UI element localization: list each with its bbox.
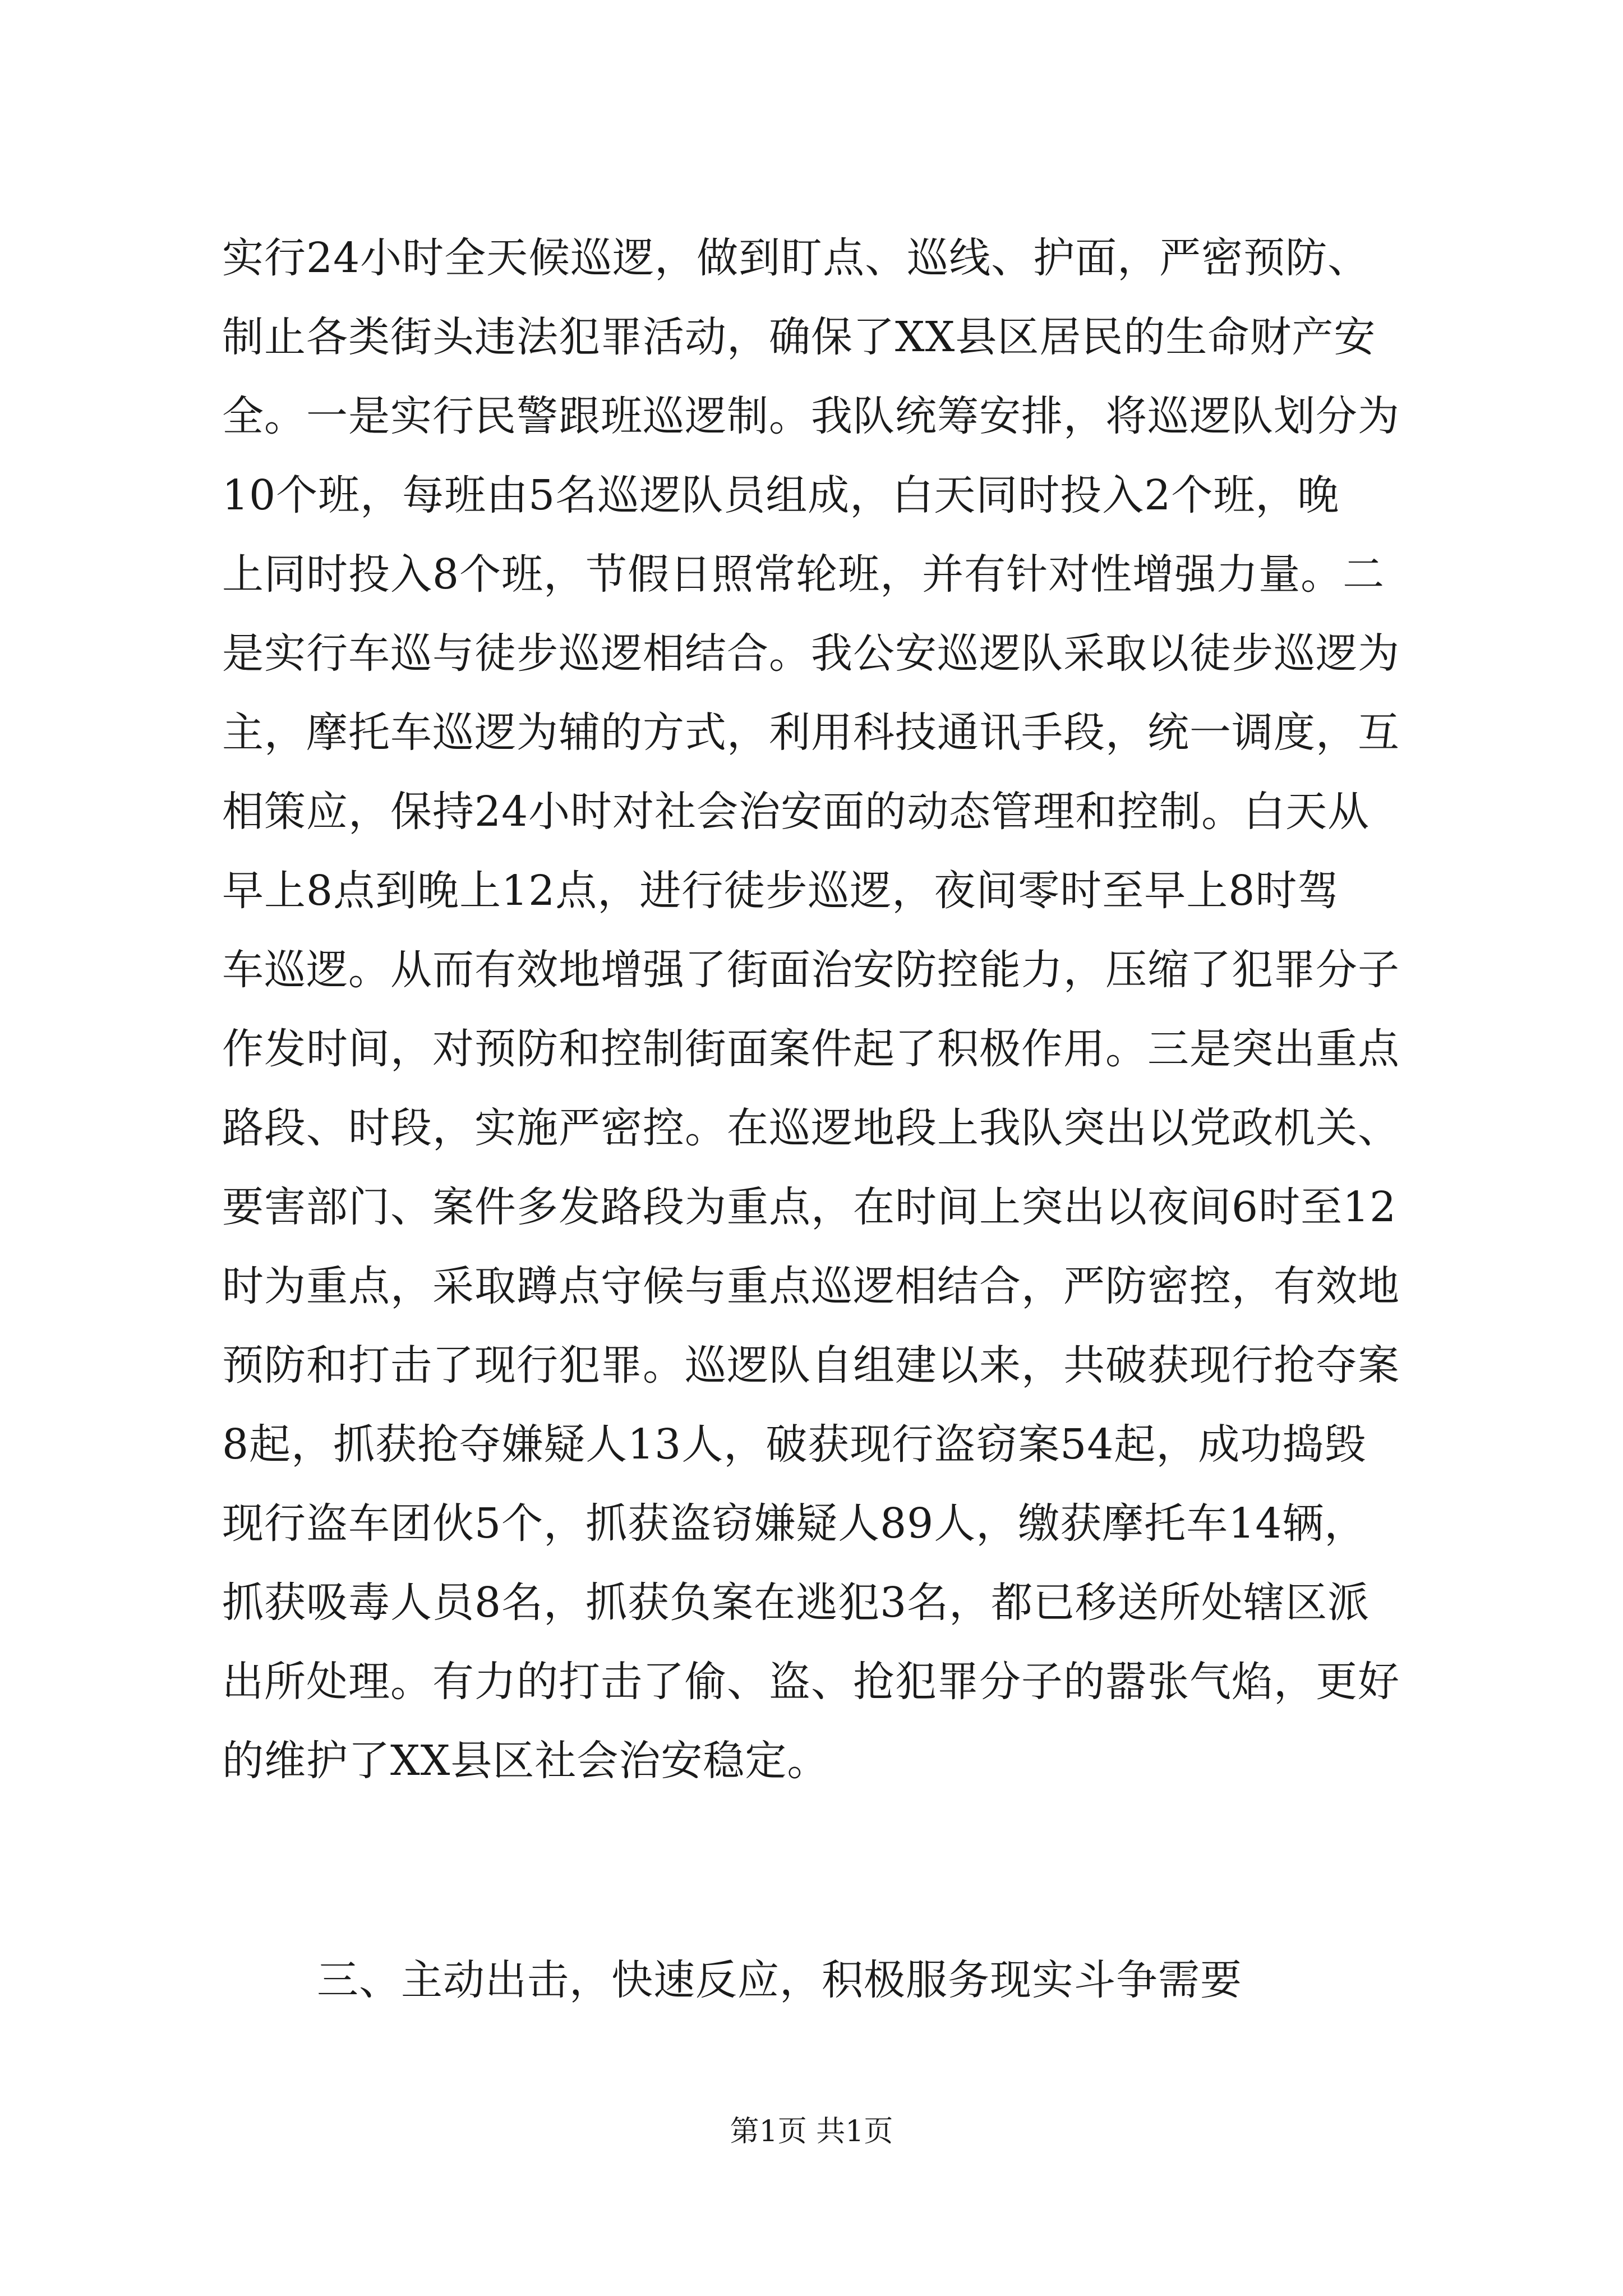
text-line: 车巡逻。从而有效地增强了街面治安防控能力，压缩了犯罪分子 bbox=[222, 946, 1400, 994]
text-line: 抓获吸毒人员8名，抓获负案在逃犯3名，都已移送所处辖区派 bbox=[222, 1579, 1370, 1627]
text-line: 10个班，每班由5名巡逻队员组成，白天同时投入2个班，晚 bbox=[222, 471, 1340, 519]
body-paragraph bbox=[222, 219, 1422, 1801]
text-line: 预防和打击了现行犯罪。巡逻队自组建以来，共破获现行抢夺案 bbox=[222, 1341, 1400, 1389]
text-line: 8起，抓获抢夺嫌疑人13人，破获现行盗窃案54起，成功捣毁 bbox=[222, 1420, 1367, 1469]
text-line: 全。一是实行民警跟班巡逻制。我队统筹安排，将巡逻队划分为 bbox=[222, 392, 1400, 440]
text-line: 的维护了XX县区社会治安稳定。 bbox=[222, 1737, 829, 1785]
text-line: 出所处理。有力的打击了偷、盗、抢犯罪分子的嚣张气焰，更好 bbox=[222, 1658, 1400, 1706]
text-line: 现行盗车团伙5个，抓获盗窃嫌疑人89人，缴获摩托车14辆， bbox=[222, 1499, 1367, 1548]
text-line: 制止各类街头违法犯罪活动，确保了XX县区居民的生命财产安 bbox=[222, 313, 1376, 361]
text-line: 作发时间，对预防和控制街面案件起了积极作用。三是突出重点 bbox=[222, 1025, 1400, 1073]
text-line: 时为重点，采取蹲点守候与重点巡逻相结合，严防密控，有效地 bbox=[222, 1262, 1400, 1310]
text-line: 要害部门、案件多发路段为重点，在时间上突出以夜间6时至12 bbox=[222, 1183, 1397, 1231]
text-line: 实行24小时全天候巡逻，做到盯点、巡线、护面，严密预防、 bbox=[222, 234, 1370, 282]
section-heading: 三、主动出击，快速反应，积极服务现实斗争需要 bbox=[317, 1956, 1242, 2004]
text-line: 路段、时段，实施严密控。在巡逻地段上我队突出以党政机关、 bbox=[222, 1104, 1400, 1152]
page-footer: 第1页 共1页 bbox=[730, 2115, 893, 2148]
text-line: 上同时投入8个班，节假日照常轮班，并有针对性增强力量。二 bbox=[222, 550, 1385, 599]
text-line: 早上8点到晚上12点，进行徒步巡逻，夜间零时至早上8时驾 bbox=[222, 867, 1340, 915]
text-line: 主，摩托车巡逻为辅的方式，利用科技通讯手段，统一调度，互 bbox=[222, 708, 1400, 757]
text-line: 是实行车巡与徒步巡逻相结合。我公安巡逻队采取以徒步巡逻为 bbox=[222, 629, 1400, 678]
text-line: 相策应，保持24小时对社会治安面的动态管理和控制。白天从 bbox=[222, 788, 1370, 836]
